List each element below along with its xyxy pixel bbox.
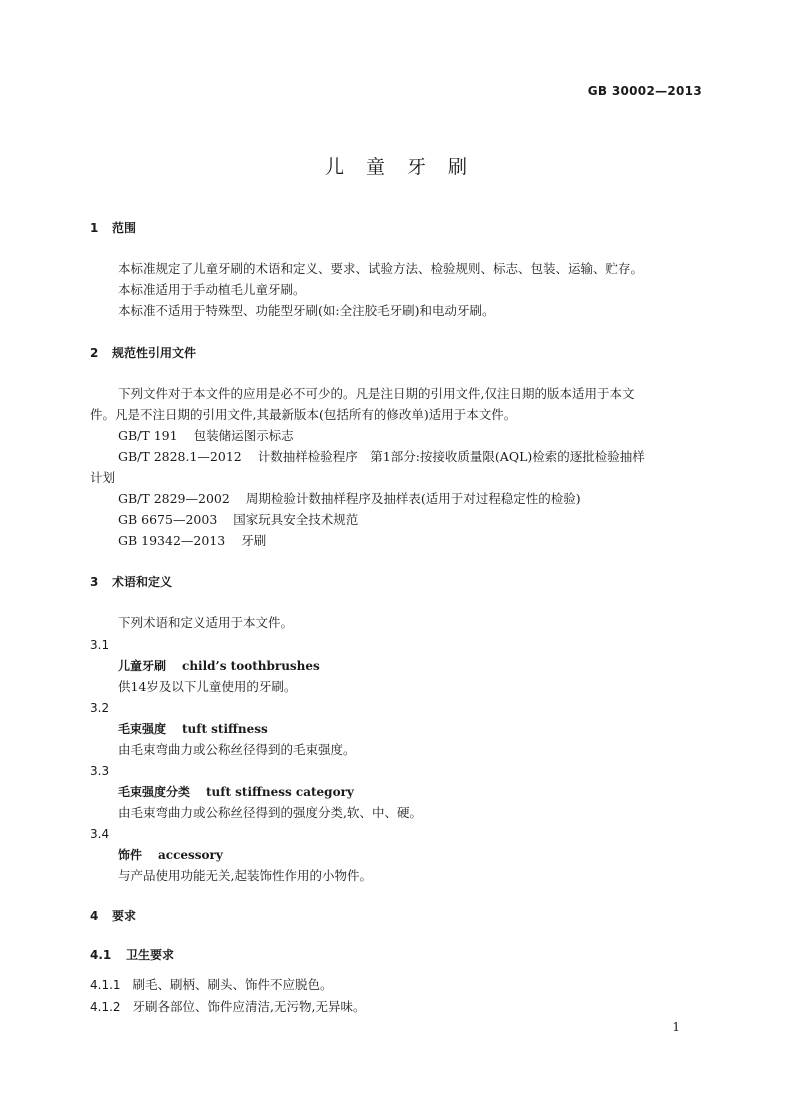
term-heading <box>118 657 320 675</box>
term-definition: 由毛束弯曲力或公称丝径得到的毛束强度。 <box>118 742 356 757</box>
reference-code: GB 19342—2013 <box>118 533 226 548</box>
document-title: 儿童牙刷 <box>324 156 489 178</box>
section-1-heading <box>90 219 136 237</box>
clause-number: 4.1.1 <box>90 978 121 992</box>
reference-item <box>118 510 358 530</box>
page-number: 1 <box>672 1020 680 1034</box>
section-4-heading <box>90 907 136 925</box>
section-number: 2 <box>90 346 99 360</box>
term-definition: 由毛束弯曲力或公称丝径得到的强度分类,软、中、硬。 <box>118 805 422 820</box>
term-heading <box>118 783 354 801</box>
reference-code: GB/T 191 <box>118 428 178 443</box>
term-en: tuft stiffness category <box>206 785 354 799</box>
term-zh: 毛束强度分类 <box>118 785 191 799</box>
section-title: 规范性引用文件 <box>112 346 197 360</box>
section-3-heading <box>90 573 172 591</box>
section-number: 4 <box>90 909 99 923</box>
term-number: 3.3 <box>90 764 110 778</box>
term-number: 3.4 <box>90 827 110 841</box>
clause-text: 牙刷各部位、饰件应清洁,无污物,无异味。 <box>132 999 366 1014</box>
term-heading <box>118 846 223 864</box>
section-number: 3 <box>90 575 99 589</box>
term-definition: 供14岁及以下儿童使用的牙刷。 <box>118 679 297 694</box>
reference-code: GB/T 2828.1—2012 <box>118 449 242 464</box>
paragraph: 本标准规定了儿童牙刷的术语和定义、要求、试验方法、检验规则、标志、包装、运输、贮存。 <box>118 261 644 276</box>
term-zh: 毛束强度 <box>118 722 167 736</box>
section-number: 1 <box>90 221 99 235</box>
term-en: accessory <box>158 848 223 862</box>
subsection-title: 卫生要求 <box>126 948 175 962</box>
standard-number: GB 30002—2013 <box>587 84 702 98</box>
paragraph-continuation: 件。凡是不注日期的引用文件,其最新版本(包括所有的修改单)适用于本文件。 <box>90 407 517 422</box>
paragraph: 本标准不适用于特殊型、功能型牙刷(如:全注胶毛牙刷)和电动牙刷。 <box>118 303 495 318</box>
reference-title: 国家玩具安全技术规范 <box>233 512 359 527</box>
reference-title: 计数抽样检验程序 第1部分:按接收质量限(AQL)检索的逐批检验抽样 <box>257 449 645 464</box>
term-number: 3.1 <box>90 638 110 652</box>
clause-item <box>90 975 333 995</box>
paragraph: 下列文件对于本文件的应用是必不可少的。凡是注日期的引用文件,仅注日期的版本适用于本文 <box>118 386 635 401</box>
section-title: 术语和定义 <box>112 575 173 589</box>
subsection-number: 4.1 <box>90 948 112 962</box>
section-title: 范围 <box>112 221 137 235</box>
section-title: 要求 <box>112 909 137 923</box>
clause-item <box>90 997 366 1017</box>
reference-item <box>118 447 645 467</box>
term-en: child’s toothbrushes <box>182 659 320 673</box>
term-zh: 儿童牙刷 <box>118 659 167 673</box>
term-heading <box>118 720 268 738</box>
section-2-heading <box>90 344 196 362</box>
reference-title: 牙刷 <box>241 533 267 548</box>
reference-item <box>118 426 294 446</box>
reference-code: GB/T 2829—2002 <box>118 491 230 506</box>
paragraph: 下列术语和定义适用于本文件。 <box>118 615 294 630</box>
term-definition: 与产品使用功能无关,起装饰性作用的小物件。 <box>118 868 372 883</box>
paragraph: 本标准适用于手动植毛儿童牙刷。 <box>118 282 306 297</box>
subsection-heading <box>90 946 174 964</box>
term-zh: 饰件 <box>118 848 143 862</box>
term-number: 3.2 <box>90 701 110 715</box>
reference-code: GB 6675—2003 <box>118 512 218 527</box>
reference-continuation: 计划 <box>90 470 116 485</box>
clause-text: 刷毛、刷柄、刷头、饰件不应脱色。 <box>132 977 333 992</box>
term-en: tuft stiffness <box>182 722 268 736</box>
reference-item <box>118 489 581 509</box>
reference-title: 包装储运图示标志 <box>193 428 294 443</box>
reference-title: 周期检验计数抽样程序及抽样表(适用于对过程稳定性的检验) <box>245 491 581 506</box>
clause-number: 4.1.2 <box>90 1000 121 1014</box>
reference-item <box>118 531 266 551</box>
